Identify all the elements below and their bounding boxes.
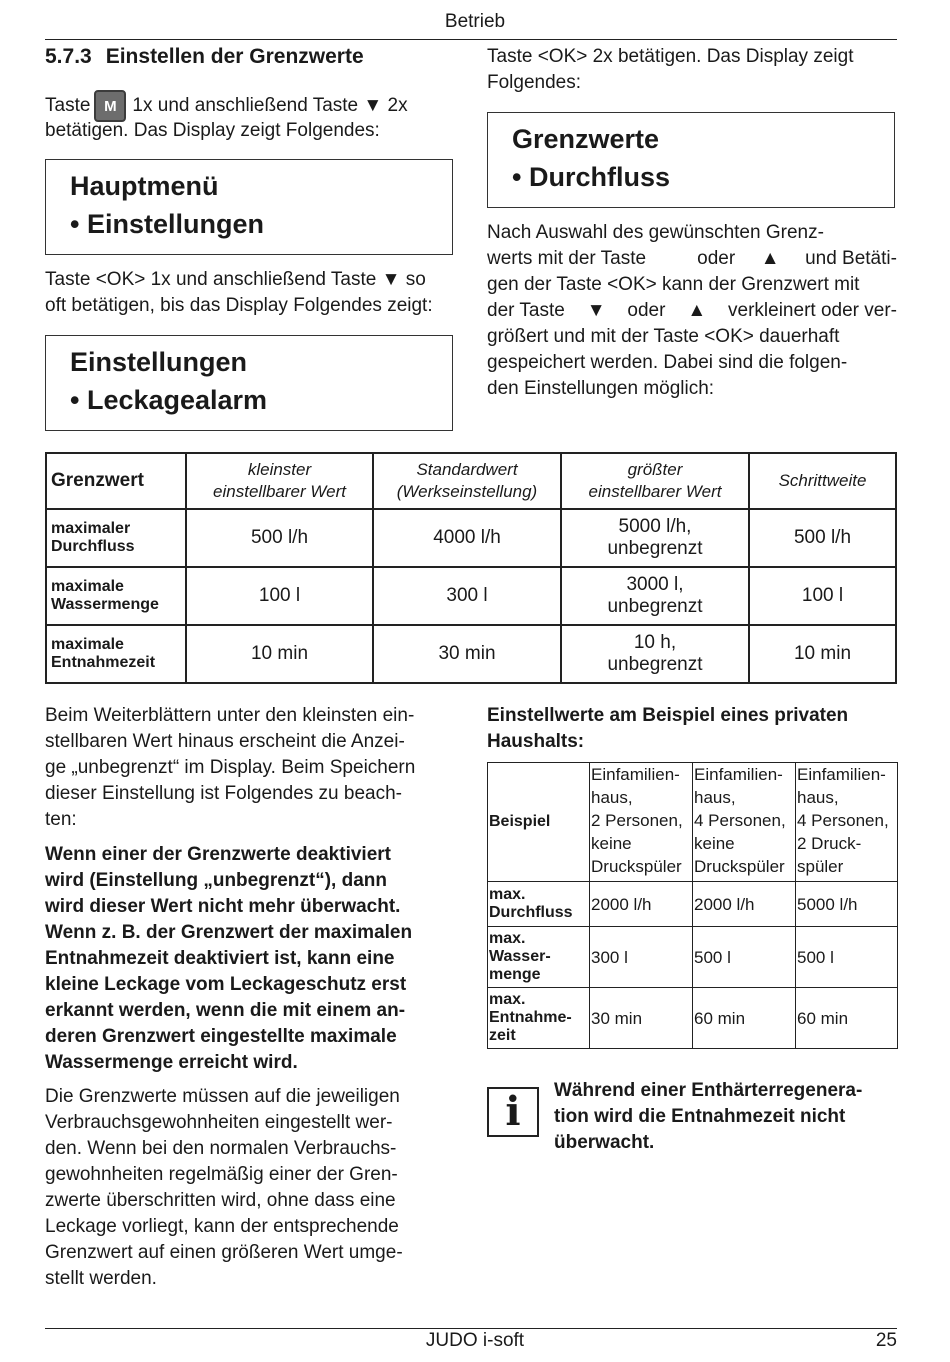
row-label: max. Durchfluss [488, 882, 590, 927]
display-grenzwerte [487, 112, 895, 208]
left-para1-line2: betätigen. Das Display zeigt Folgendes: [45, 120, 380, 141]
table-cell: 5000 l/h, unbegrenzt [561, 509, 749, 567]
display-hauptmenue [45, 159, 453, 255]
display-line2: • Durchfluss [512, 162, 670, 192]
table-cell: 100 l [749, 567, 896, 625]
right-para1: Taste <OK> 2x betätigen. Das Display zeigt Folgendes: [487, 46, 854, 93]
header-cell: Schrittweite [749, 453, 896, 509]
display-line1: Einstellungen [70, 347, 248, 377]
table-cell: 500 l/h [186, 509, 373, 567]
header-cell: Grenzwert [46, 453, 186, 509]
arrow-down-icon: ▼ [381, 269, 401, 290]
row-label: max. Entnahme- zeit [488, 988, 590, 1049]
table-cell: 10 h, unbegrenzt [561, 625, 749, 683]
table-row [46, 625, 896, 683]
header-cell: Standardwert (Werkseinstellung) [373, 453, 561, 509]
table-cell: 2000 l/h [590, 882, 693, 927]
table-cell: 5000 l/h [796, 882, 898, 927]
table-row [46, 509, 896, 567]
info-icon: i [487, 1087, 539, 1137]
row-label: maximale Wassermenge [46, 567, 186, 625]
table-cell: 30 min [590, 988, 693, 1049]
page-header-title: Betrieb [444, 11, 506, 32]
arrow-down-icon: ▼ [586, 300, 606, 321]
page-number: 25 [875, 1330, 897, 1351]
example-table [487, 762, 898, 1049]
lower-left-para1: Beim Weiterblättern unter den kleinsten ein- stellbaren Wert hinaus erscheint die Anzei- ge „unbegrenzt“ im Display. Beim Speichern dieser Einstellung ist Folgendes zu beach- ten: [45, 705, 416, 830]
table-cell: 300 l [590, 927, 693, 988]
display-line2: • Einstellungen [70, 209, 264, 239]
display-line1: Grenzwerte [512, 124, 660, 154]
header-rule [45, 39, 897, 40]
section-heading [45, 45, 364, 69]
left-para2-line2: oft betätigen, bis das Display Folgendes zeigt: [45, 295, 433, 316]
table-cell: 10 min [186, 625, 373, 683]
table-row [46, 567, 896, 625]
header-cell: Einfamilien- haus, 4 Personen, 2 Druck- spüler [796, 763, 898, 882]
table-cell: 60 min [693, 988, 796, 1049]
m-key-icon: M [94, 90, 126, 122]
table-row [488, 882, 898, 927]
table-cell: 60 min [796, 988, 898, 1049]
header-cell: größter einstellbarer Wert [561, 453, 749, 509]
example-title: Einstellwerte am Beispiel eines privaten Haushalts: [487, 705, 849, 752]
arrow-up-icon: ▲ [760, 248, 780, 269]
info-note: Während einer Enthärterregenera- tion wird die Entnahmezeit nicht überwacht. [554, 1080, 863, 1153]
table-cell: 4000 l/h [373, 509, 561, 567]
row-label: maximaler Durchfluss [46, 509, 186, 567]
warning-paragraph: Wenn einer der Grenzwerte deaktiviert wird (Einstellung „unbegrenzt“), dann wird dieser Wert nicht mehr überwacht. Wenn z. B. der Grenzwert der maximalen Entnahmezeit deaktiviert ist, kann eine kleine Leckage vom Leckageschutz erst erkannt werden, wenn die mit einem an- deren Grenzwert eingestellte maximale Wassermenge erreicht wird. [45, 844, 413, 1073]
limits-table [45, 452, 897, 684]
table-cell: 500 l [796, 927, 898, 988]
row-label: max. Wasser- menge [488, 927, 590, 988]
table-row [488, 988, 898, 1049]
arrow-up-icon: ▲ [687, 300, 707, 321]
footer-product: JUDO i-soft [425, 1330, 525, 1351]
table-header-row [46, 453, 896, 509]
table-cell: 500 l/h [749, 509, 896, 567]
display-line2: • Leckagealarm [70, 385, 268, 415]
header-cell: Einfamilien- haus, 2 Personen, keine Druckspüler [590, 763, 693, 882]
display-einstellungen [45, 335, 453, 431]
left-para1-line1: Taste M 1x und anschließend Taste ▼ 2x [45, 90, 455, 120]
table-cell: 10 min [749, 625, 896, 683]
section-title: Einstellen der Grenzwerte [105, 45, 364, 68]
section-number: 5.7.3 [45, 45, 92, 68]
lower-left-para3: Die Grenzwerte müssen auf die jeweiligen Verbrauchsgewohnheiten eingestellt wer- den. Wenn bei den normalen Verbrauchs- gewohnheiten regelmäßig einer der Gren- zwerte überschritten wird, ohne dass eine Leckage vorliegt, kann der entsprechende Grenzwert auf einen größeren Wert umge- stellt werden. [45, 1086, 403, 1289]
table-row [488, 927, 898, 988]
table-cell: 100 l [186, 567, 373, 625]
arrow-down-icon: ▼ [363, 95, 383, 117]
right-para2: Nach Auswahl des gewünschten Grenz- werts mit der Taste oder ▲ und Betäti- gen der Taste <OK> kann der Grenzwert mit der Taste ▼ oder ▲ verkleinert oder ver- größert und mit der Taste <OK> dauerhaft gespeichert werden. Dabei sind die folgen- den Einstellungen möglich: [487, 222, 897, 399]
table-cell: 300 l [373, 567, 561, 625]
row-label: maximale Entnahmezeit [46, 625, 186, 683]
left-para2-line1: Taste <OK> 1x und anschließend Taste ▼ so [45, 269, 426, 290]
table-cell: 30 min [373, 625, 561, 683]
footer-rule [45, 1328, 897, 1329]
table-cell: 500 l [693, 927, 796, 988]
display-line1: Hauptmenü [70, 171, 219, 201]
table-cell: 3000 l, unbegrenzt [561, 567, 749, 625]
table-header-row [488, 763, 898, 882]
header-cell: Beispiel [488, 763, 590, 882]
table-cell: 2000 l/h [693, 882, 796, 927]
header-cell: kleinster einstellbarer Wert [186, 453, 373, 509]
header-cell: Einfamilien- haus, 4 Personen, keine Druckspüler [693, 763, 796, 882]
